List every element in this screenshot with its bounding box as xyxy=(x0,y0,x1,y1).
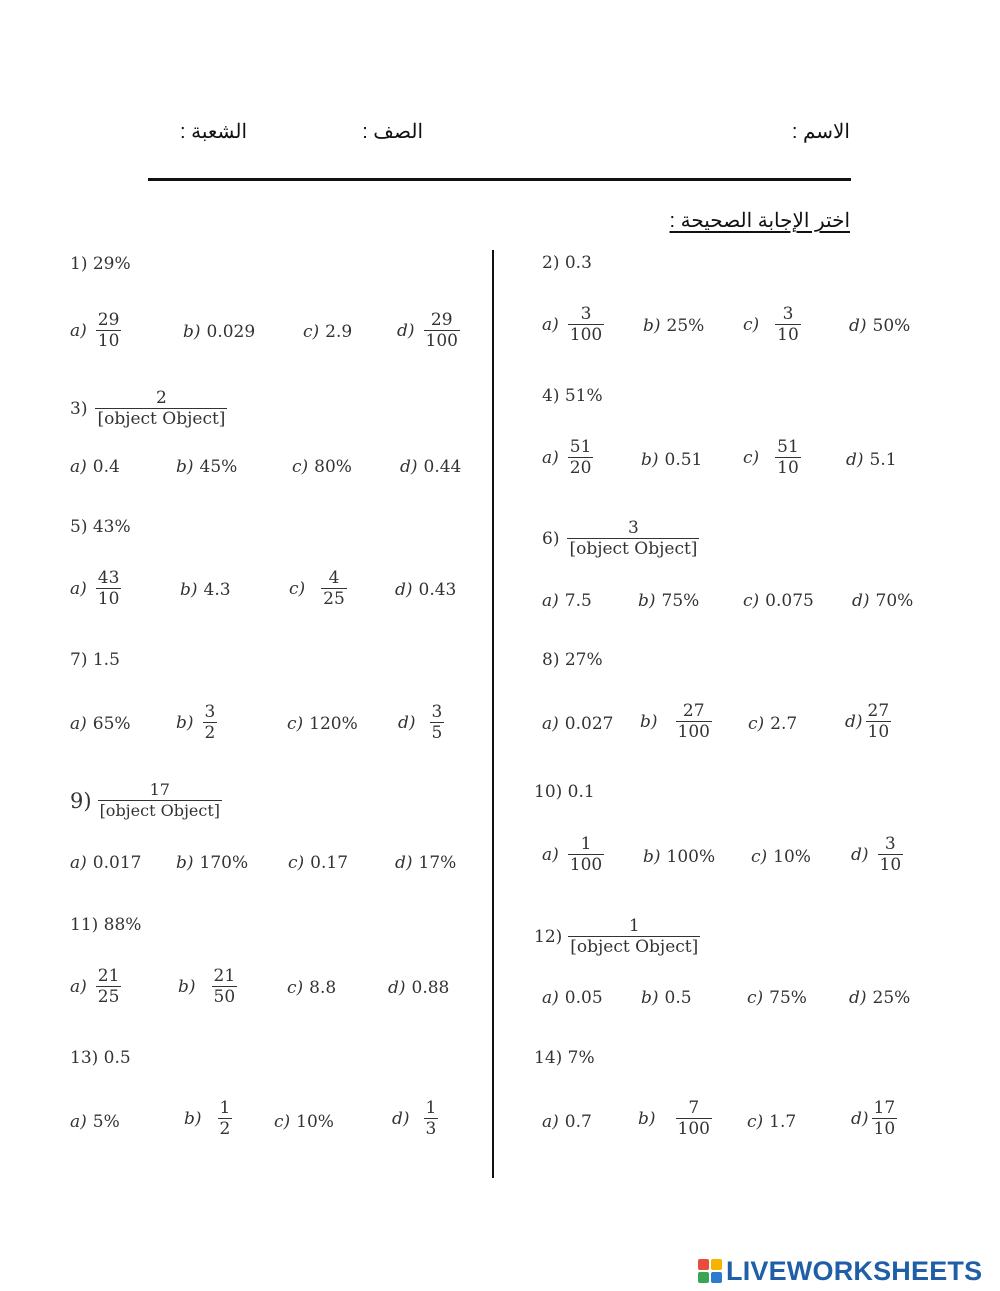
q1-option-a[interactable]: a) $\frac{29}{10}$ xyxy=(70,310,120,351)
q12-option-a[interactable]: a) 0.05 xyxy=(542,988,603,1008)
q14-option-a[interactable]: a) 0.7 xyxy=(542,1112,592,1132)
q5-option-a[interactable]: a) $\frac{43}{10}$ xyxy=(70,568,120,609)
q3-option-b[interactable]: b) 45% xyxy=(176,457,238,477)
q11-option-b[interactable]: b) $\frac{21}{50}$ xyxy=(178,966,236,1007)
liveworksheets-logo[interactable] xyxy=(698,1254,982,1288)
instructions: اختر الإجابة الصحيحة : xyxy=(669,210,850,232)
q2-option-d[interactable]: d) 50% xyxy=(849,316,911,336)
q7-option-c[interactable]: c) 120% xyxy=(287,714,358,734)
q9-option-b[interactable]: b) 170% xyxy=(176,853,249,873)
q11-option-c[interactable]: c) 8.8 xyxy=(287,978,337,998)
q14-option-c[interactable]: c) 1.7 xyxy=(747,1112,797,1132)
q5-option-c[interactable]: c) $\frac{4}{25}$ xyxy=(289,568,345,609)
question-4-stem: 4) 51% xyxy=(542,386,603,406)
question-10-stem: 10) 0.1 xyxy=(534,782,595,802)
q13-option-c[interactable]: c) 10% xyxy=(274,1112,334,1132)
q14-option-b[interactable]: b) $\frac{7}{100}$ xyxy=(638,1098,710,1139)
q13-option-a[interactable]: a) 5% xyxy=(70,1112,120,1132)
q8-option-b[interactable]: b) $\frac{27}{100}$ xyxy=(640,701,710,742)
q2-option-b[interactable]: b) 25% xyxy=(643,316,705,336)
q8-option-c[interactable]: c) 2.7 xyxy=(748,714,798,734)
logo-square xyxy=(711,1272,722,1283)
q2-option-a[interactable]: a) $\frac{3}{100}$ xyxy=(542,304,603,345)
question-7-stem: 7) 1.5 xyxy=(70,650,120,670)
q11-option-d[interactable]: d) 0.88 xyxy=(388,978,450,998)
q3-option-d[interactable]: d) 0.44 xyxy=(400,457,462,477)
q3-option-a[interactable]: a) 0.4 xyxy=(70,457,120,477)
q8-option-a[interactable]: a) 0.027 xyxy=(542,714,614,734)
q12-option-d[interactable]: d) 25% xyxy=(849,988,911,1008)
question-6-stem: 6) $\frac{3}{\text{[object Object]}}$ xyxy=(542,518,698,559)
q10-option-c[interactable]: c) 10% xyxy=(751,847,811,867)
question-9-stem: 9) $\frac{17}{\text{[object Object]}}$ xyxy=(70,780,221,820)
q9-option-a[interactable]: a) 0.017 xyxy=(70,853,142,873)
question-8-stem: 8) 27% xyxy=(542,650,603,670)
logo-square xyxy=(711,1259,722,1270)
q7-option-b[interactable]: b) $\frac{3}{2}$ xyxy=(176,702,216,743)
question-5-stem: 5) 43% xyxy=(70,517,131,537)
column-divider xyxy=(492,250,494,1178)
q9-option-d[interactable]: d) 17% xyxy=(395,853,457,873)
logo-grid-icon xyxy=(698,1259,722,1283)
q8-option-d[interactable]: d) $\frac{27}{10}$ xyxy=(845,701,890,742)
q12-option-c[interactable]: c) 75% xyxy=(747,988,807,1008)
section-label: الشعبة : xyxy=(179,121,247,143)
logo-square xyxy=(698,1259,709,1270)
q4-option-b[interactable]: b) 0.51 xyxy=(641,450,703,470)
class-label: الصف : xyxy=(362,121,423,143)
q5-option-b[interactable]: b) 4.3 xyxy=(180,580,231,600)
q6-option-d[interactable]: d) 70% xyxy=(852,591,914,611)
q4-option-a[interactable]: a) $\frac{51}{20}$ xyxy=(542,437,592,478)
q6-option-a[interactable]: a) 7.5 xyxy=(542,591,592,611)
q1-option-b[interactable]: b) 0.029 xyxy=(183,322,256,342)
q14-option-d[interactable]: d) $\frac{17}{10}$ xyxy=(851,1098,896,1139)
q13-option-d[interactable]: d) $\frac{1}{3}$ xyxy=(392,1098,437,1139)
header-rule xyxy=(148,178,851,181)
question-3-stem: 3) $\frac{2}{\text{[object Object]}}$ xyxy=(70,388,226,429)
question-11-stem: 11) 88% xyxy=(70,915,142,935)
q7-option-d[interactable]: d) $\frac{3}{5}$ xyxy=(398,702,443,743)
question-13-stem: 13) 0.5 xyxy=(70,1048,131,1068)
question-12-stem: 12) $\frac{1}{\text{[object Object]}}$ xyxy=(534,916,699,957)
q2-option-c[interactable]: c) $\frac{3}{10}$ xyxy=(743,304,799,345)
q12-option-b[interactable]: b) 0.5 xyxy=(641,988,692,1008)
q6-option-b[interactable]: b) 75% xyxy=(638,591,700,611)
q10-option-d[interactable]: d) $\frac{3}{10}$ xyxy=(851,834,902,875)
question-2-stem: 2) 0.3 xyxy=(542,253,592,273)
q9-option-c[interactable]: c) 0.17 xyxy=(288,853,349,873)
q5-option-d[interactable]: d) 0.43 xyxy=(395,580,457,600)
q4-option-d[interactable]: d) 5.1 xyxy=(846,450,897,470)
q1-option-d[interactable]: d) $\frac{29}{100}$ xyxy=(397,310,458,351)
q3-option-c[interactable]: c) 80% xyxy=(292,457,352,477)
name-label: الاسم : xyxy=(791,121,850,143)
logo-square xyxy=(698,1272,709,1283)
question-14-stem: 14) 7% xyxy=(534,1048,595,1068)
q4-option-c[interactable]: c) $\frac{51}{10}$ xyxy=(743,437,799,478)
question-1-stem: 1) 29% xyxy=(70,254,131,274)
q10-option-a[interactable]: a) $\frac{1}{100}$ xyxy=(542,834,603,875)
q10-option-b[interactable]: b) 100% xyxy=(643,847,716,867)
q11-option-a[interactable]: a) $\frac{21}{25}$ xyxy=(70,966,120,1007)
q6-option-c[interactable]: c) 0.075 xyxy=(743,591,814,611)
logo-text: LIVEWORKSHEETS xyxy=(726,1255,983,1286)
q1-option-c[interactable]: c) 2.9 xyxy=(303,322,353,342)
q7-option-a[interactable]: a) 65% xyxy=(70,714,131,734)
q13-option-b[interactable]: b) $\frac{1}{2}$ xyxy=(184,1098,231,1139)
